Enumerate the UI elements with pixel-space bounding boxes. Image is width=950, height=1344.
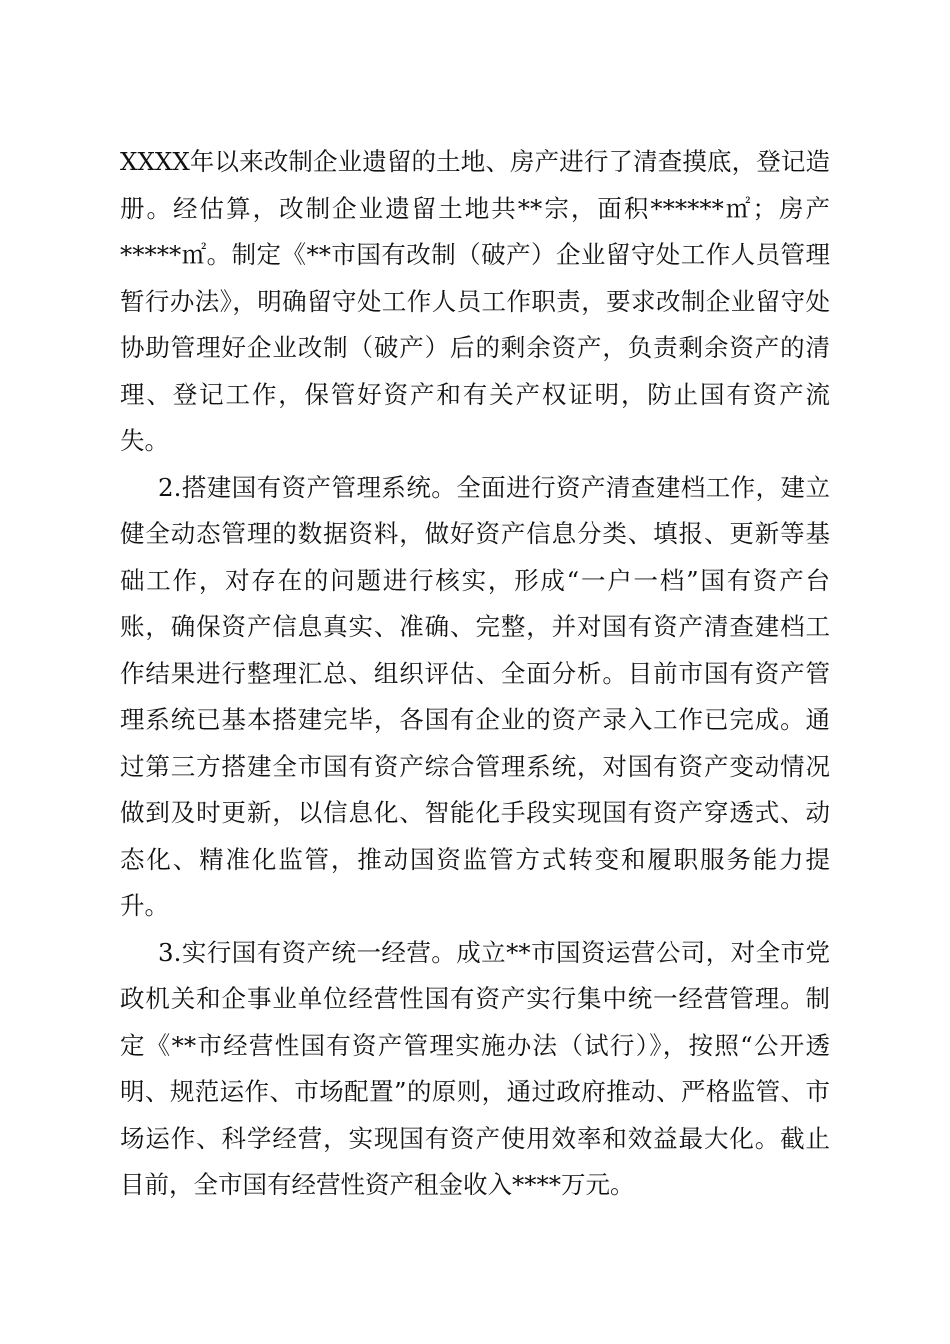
paragraph-unified-operation: 3.实行国有资产统一经营。成立**市国资运营公司，对全市党政机关和企事业单位经营性国有资产实行集中统一经营管理。制定《**市经营性国有资产管理实施办法（试行）》，按照“公开透明、规范运作、市场配置”的原则，通过政府推动、严格监管、市场运作、科学经营，实现国有资产使用效率和效益最大化。截止目前，全市国有经营性资产租金收入****万元。 — [120, 937, 830, 1199]
document-body — [120, 139, 830, 1209]
paragraph-asset-system: 2.搭建国有资产管理系统。全面进行资产清查建档工作，建立健全动态管理的数据资料，做好资产信息分类、填报、更新等基础工作，对存在的问题进行核实，形成“一户一档”国有资产台账，确保资产信息真实、准确、完整，并对国有资产清查建档工作结果进行整理汇总、组织评估、全面分析。目前市国有资产管理系统已基本搭建完毕，各国有企业的资产录入工作已完成。通过第三方搭建全市国有资产综合管理系统，对国有资产变动情况做到及时更新，以信息化、智能化手段实现国有资产穿透式、动态化、精准化监管，推动国资监管方式转变和履职服务能力提升。 — [120, 472, 830, 920]
paragraph-continued: XXXX年以来改制企业遗留的土地、房产进行了清查摸底，登记造册。经估算，改制企业遗留土地共**宗，面积******㎡；房产*****㎡。制定《**市国有改制（破产）企业留守处工作人员管理暂行办法》，明确留守处工作人员工作职责，要求改制企业留守处协助管理好企业改制（破产）后的剩余资产，负责剩余资产的清理、登记工作，保管好资产和有关产权证明，防止国有资产流失。 — [120, 147, 830, 455]
